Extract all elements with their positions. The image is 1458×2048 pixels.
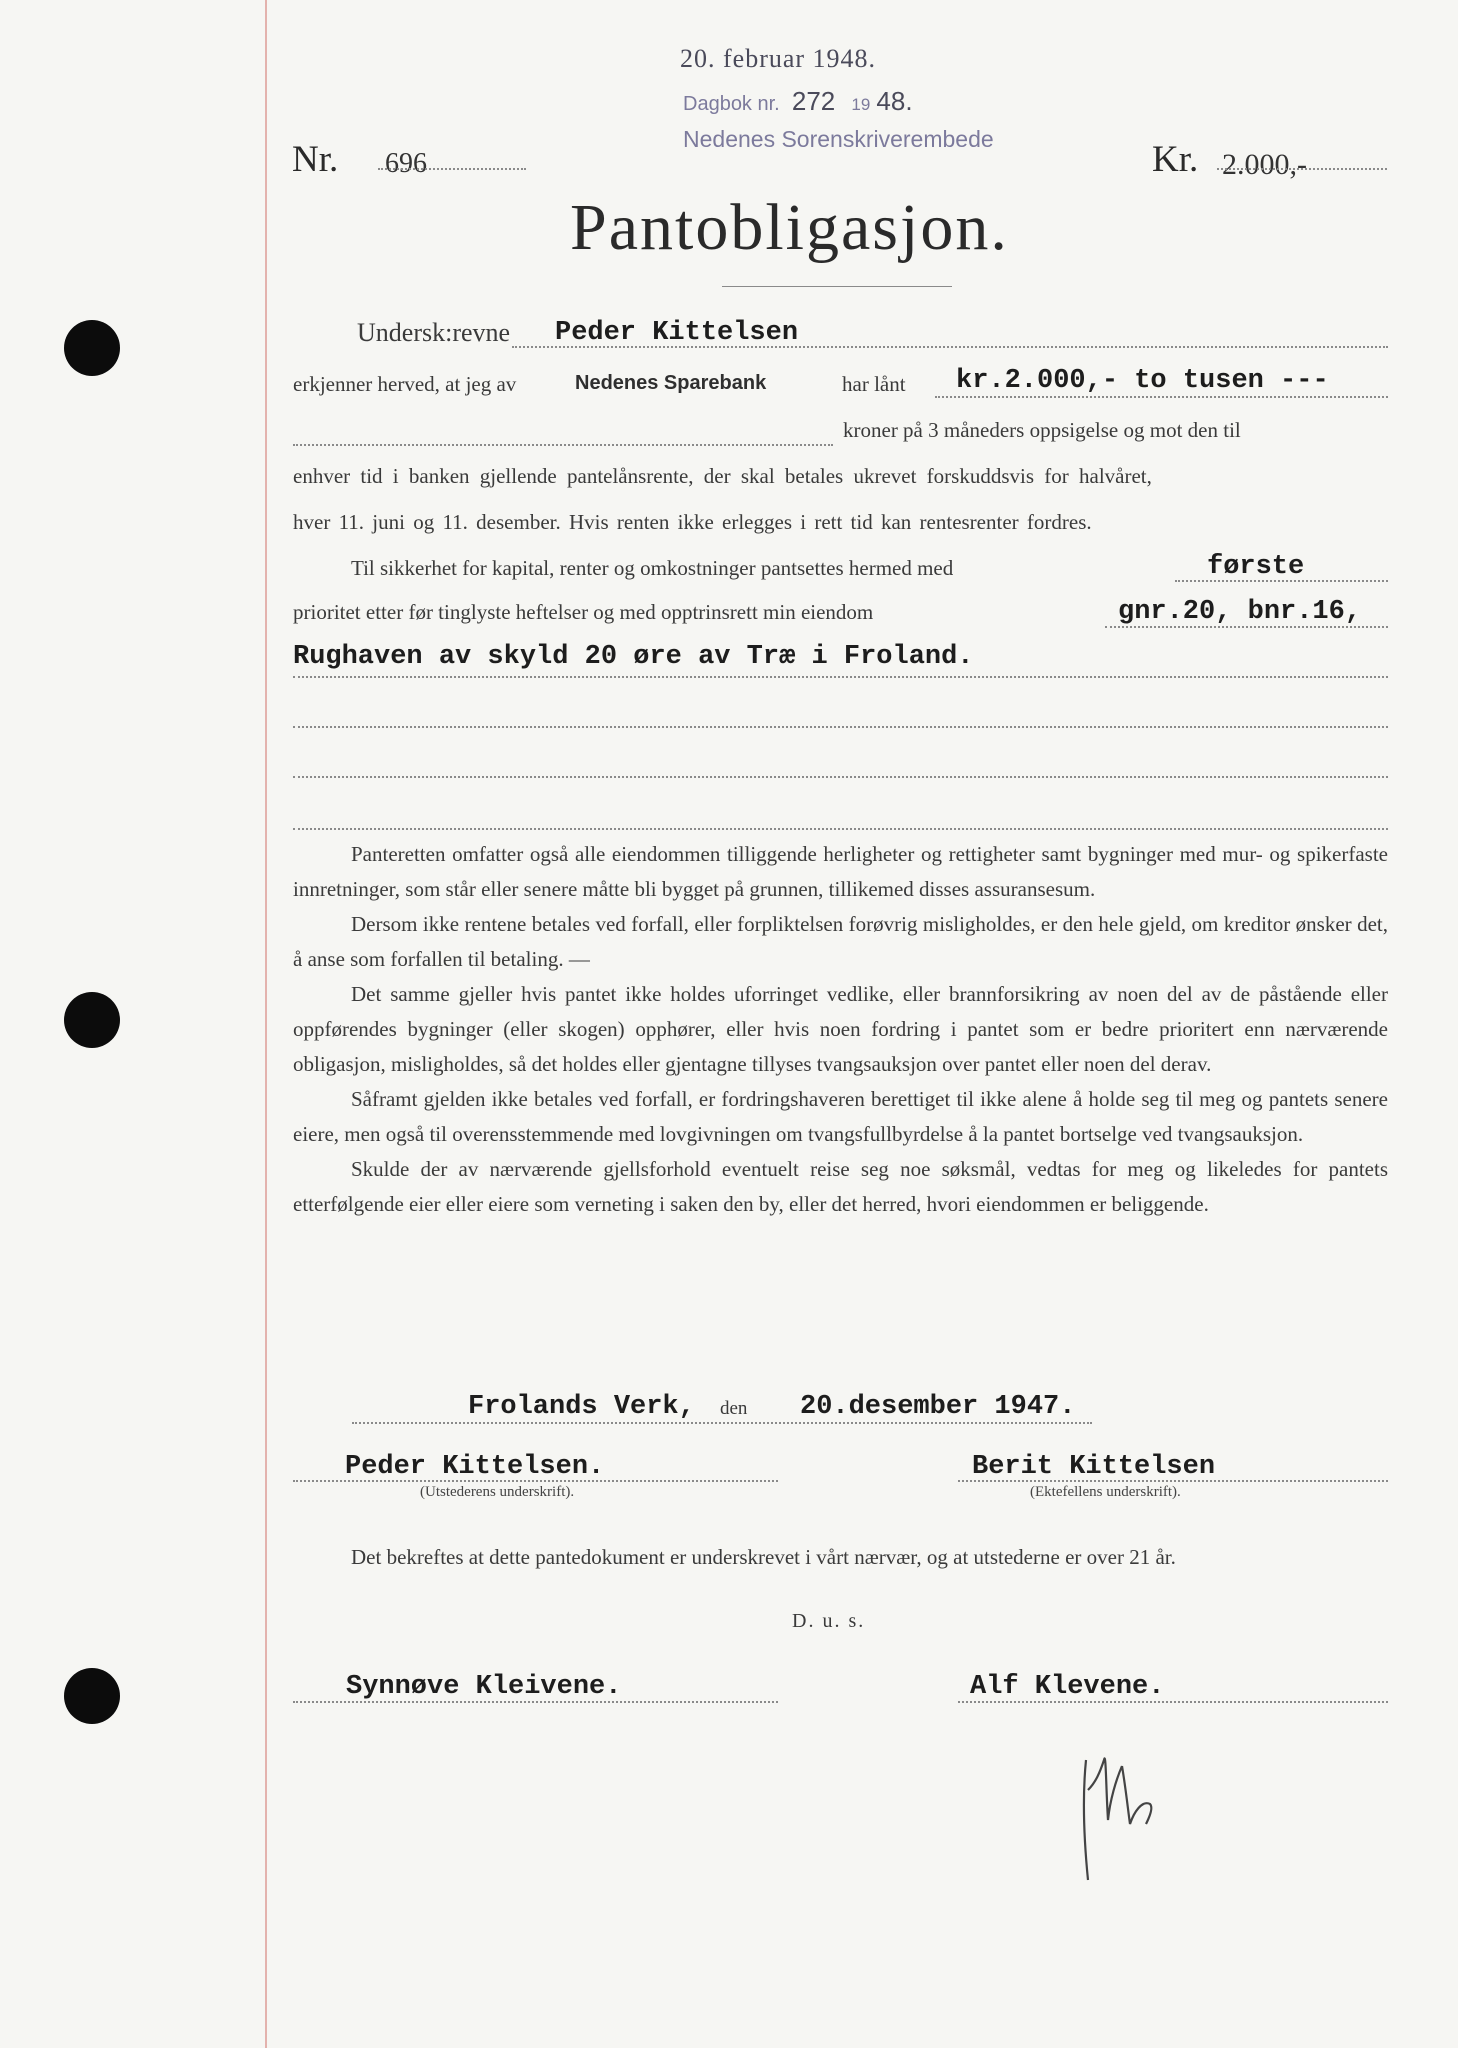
dagbok-number: 272 [791,86,836,116]
priority-line [1175,580,1388,582]
acknowledge-text: erkjenner herved, at jeg av [293,372,517,396]
witness2-signature: Alf Klevene. [970,1672,1165,1702]
security-text: Til sikkerhet for kapital, renter og omkostninger pantsettes hermed med [351,556,954,580]
kr-label: Kr. [1152,139,1199,180]
dagbok-year: 48. [876,86,913,116]
property-line-1 [1105,626,1388,628]
signing-place: Frolands Verk, [468,1392,695,1422]
body-paragraph: Panteretten omfatter også alle eiendommen tilliggende herligheter og rettigheter samt bygninger med mur- og spikerfaste innretninger, som står eller senere måtte bli bygget på grunnen, tillikemed disses assuransesum. [293,842,1388,901]
terms-line-2: enhver tid i banken gjellende pantelånsrente, der skal betales ukrevet forskuddsvis for halvåret, [293,464,1152,488]
witness1-signature: Synnøve Kleivene. [346,1672,622,1702]
signer2-line [958,1480,1388,1482]
binder-hole [64,1668,120,1724]
binder-hole [64,320,120,376]
blank-line-2 [293,776,1388,778]
signing-den: den [720,1398,748,1419]
handwritten-initials [1070,1720,1200,1890]
kr-underline [1217,168,1387,170]
nr-value: 696 [385,148,427,179]
amount-line [935,396,1388,398]
witness-text: Det bekreftes at dette pantedokument er underskrevet i vårt nærvær, og at utstederne er over 21 år. [351,1545,1176,1569]
undersigned-label: Undersk:revne [357,318,511,347]
dus-text: D. u. s. [792,1610,866,1632]
witness2-line [958,1701,1388,1703]
nr-underline [378,168,526,170]
priority-value: første [1207,552,1305,582]
margin-rule [265,0,267,2048]
terms-line-1: kroner på 3 måneders oppsigelse og mot den til [843,418,1241,442]
witness1-line [293,1701,778,1703]
title-underline [722,286,952,287]
blank-line-3 [293,828,1388,830]
stamp-date: 20. februar 1948. [680,44,877,73]
dagbok-label: Dagbok nr. [683,93,780,115]
borrowed-text: har lånt [842,372,906,396]
signer1-line [293,1480,778,1482]
bank-name: Nedenes Sparebank [575,372,767,394]
body-paragraph: Såframt gjelden ikke betales ved forfall, er fordringshaveren berettiget til ikke alene å holde seg til meg og pantets senere eiere, men også til overensstemmende med lovgivningen om tvangsfullbyrdelse å la pantet bortselge ved tvangsauksjon. [293,1087,1388,1146]
signer1-caption: (Utstederens underskrift). [420,1484,575,1500]
property-line-2 [293,676,1388,678]
loan-amount: kr.2.000,- to tusen --- [956,366,1329,396]
body-paragraph: Det samme gjeller hvis pantet ikke holdes uforringet vedlike, eller brannforsikring av noen del av de påstående eller oppførendes bygninger (eller skogen) opphører, eller hvis noen fordring i pantet som er bedre prioritert enn nærværende obligasjon, misligholdes, så det holdes eller gjentagne tillyses tvangsauksjon over pantet eller noen del derav. [293,982,1388,1076]
body-paragraph: Skulde der av nærværende gjellsforhold eventuelt reise seg noe søksmål, vedtas for meg og likeledes for pantets etterfølgende eier eller eiere som verneting i saken den by, eller det herred, hvori eiendommen er beliggende. [293,1157,1388,1216]
dagbok-century: 19 [851,95,871,114]
nr-label: Nr. [292,139,339,180]
blank-line-1 [293,726,1388,728]
binder-hole [64,992,120,1048]
signer1-signature: Peder Kittelsen. [345,1452,605,1482]
undersigned-name: Peder Kittelsen [555,318,799,348]
signer2-caption: (Ektefellens underskrift). [1030,1484,1181,1500]
amount-line-2 [293,444,833,446]
kr-value: 2.000,- [1222,148,1307,181]
stamp-dagbok [683,86,913,117]
document-title: Pantobligasjon. [570,191,1009,264]
undersigned-line [512,346,1388,348]
property-id: gnr.20, bnr.16, [1118,597,1362,627]
property-description: Rughaven av skyld 20 øre av Træ i Froland. [293,642,974,672]
signing-line [352,1422,1092,1424]
priority-text: prioritet etter før tinglyste heftelser og med opptrinsrett min eiendom [293,600,874,624]
signing-date: 20.desember 1947. [800,1392,1076,1422]
terms-body [293,837,1388,1222]
terms-line-3: hver 11. juni og 11. desember. Hvis renten ikke erlegges i rett tid kan rentesrenter fordres. [293,510,1092,534]
witness-statement [293,1540,1388,1575]
stamp-office: Nedenes Sorenskriverembede [683,126,994,152]
body-paragraph: Dersom ikke rentene betales ved forfall, eller forpliktelsen forøvrig misligholdes, er den hele gjeld, om kreditor ønsker det, å anse som forfallen til betaling. — [293,912,1388,971]
signer2-signature: Berit Kittelsen [972,1452,1216,1482]
